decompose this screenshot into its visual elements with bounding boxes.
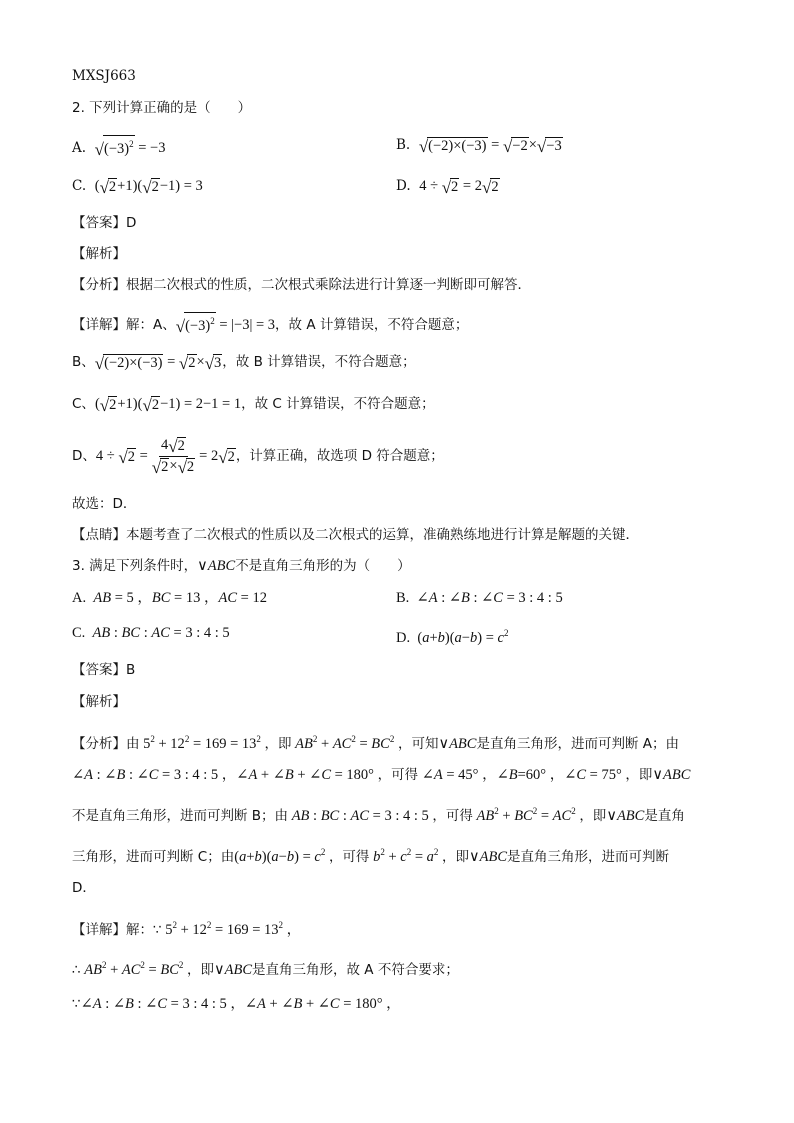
q3-analysis-line4: 三角形，进而可判断 C；由$(a+b)(a-b) = c^2$ ，可得 $b^2 + c^2 = a^2$ ，即∨ABC是直角三角形，进而可判断 <box>72 847 670 865</box>
q2-detail-b: B、 √ (−2)×(−3) = √ 2 × √ 3 ，故 B 计算错误，不符合题意； <box>72 354 416 373</box>
q3-option-d: D. $(a+b)(a-b) = c^2$ <box>396 628 509 646</box>
q2-stem: 2. 下列计算正确的是（ ） <box>72 100 252 116</box>
q2-option-b: B. √ (−2)×(−3) = √ −2 × √ −3 <box>396 137 562 156</box>
doc-code: MXSJ663 <box>72 68 136 84</box>
q2-detail-a: 【详解】解：A、 √ $(-3)^2$ = |−3| = 3，故 A 计算错误，不符合题意； <box>72 312 468 335</box>
q3-stem: 3. 满足下列条件时，∨ABC不是直角三角形的为（ ） <box>72 558 411 574</box>
q2-detail-c: C、( √ 2 +1)( √ 2 −1) = 2−1 = 1，故 C 计算错误，不符合题意； <box>72 396 435 415</box>
q2-option-c: C. ( √ 2 +1)( √ 2 −1) = 3 <box>72 178 203 197</box>
q3-option-a: A. AB = 5 ，BC = 13 ，AC = 12 <box>72 590 267 606</box>
q2-answer: 【答案】D <box>72 215 137 231</box>
q3-analysis-line3: 不是直角三角形，进而可判断 B；由 AB : BC : AC = 3 : 4 : 5 ，可得 $AB^2 + BC^2 = AC^2$ ，即∨ABC是直角 <box>72 806 685 824</box>
q2-comment: 【点睛】本题考查了二次根式的性质以及二次根式的运算，准确熟练地进行计算是解题的关键． <box>72 527 639 543</box>
q2-option-d: D. 4 ÷ √ 2 = 2 √ 2 <box>396 178 499 197</box>
q3-detail-line3: ∵∠A : ∠B : ∠C = 3 : 4 : 5 ，∠A + ∠B + ∠C = 180° ， <box>72 996 401 1012</box>
q2-jiexi: 【解析】 <box>72 246 126 262</box>
q2-choose: 故选：D． <box>72 496 137 512</box>
q2-analysis: 【分析】根据二次根式的性质，二次根式乘除法进行计算逐一判断即可解答． <box>72 277 531 293</box>
q3-jiexi: 【解析】 <box>72 694 126 710</box>
q3-analysis-line5: D． <box>72 880 96 896</box>
q3-analysis-line1: 【分析】由 $5^2 + 12^2 = 169 = 13^2$ ，即 $AB^2 + AC^2 = BC^2$ ，可知∨ABC是直角三角形，进而可判断 A；由 <box>72 734 679 752</box>
q3-detail-line2: ∴ $AB^2 + AC^2 = BC^2$ ，即∨ABC是直角三角形，故 A 不符合要求； <box>72 960 459 978</box>
q2-detail-d: D、4 ÷ √ 2 = 4 √ 2 √ 2 × √ 2 = 2 √ 2 ，计算正确，故选项 D 符合题意； <box>72 437 444 478</box>
q3-answer: 【答案】B <box>72 662 136 678</box>
q3-option-c: C. AB : BC : AC = 3 : 4 : 5 <box>72 625 230 641</box>
q2-option-a: A. √ $(-3)^2$ = −3 <box>72 135 165 158</box>
q3-analysis-line2: ∠A : ∠B : ∠C = 3 : 4 : 5 ，∠A + ∠B + ∠C = 180° ，可得 ∠A = 45° ，∠B=60° ，∠C = 75° ，即∨ABC <box>72 767 691 783</box>
q3-option-b: B. ∠A : ∠B : ∠C = 3 : 4 : 5 <box>396 590 563 606</box>
q3-detail-line1: 【详解】解：∵ $5^2 + 12^2 = 169 = 13^2$ ， <box>72 920 302 938</box>
